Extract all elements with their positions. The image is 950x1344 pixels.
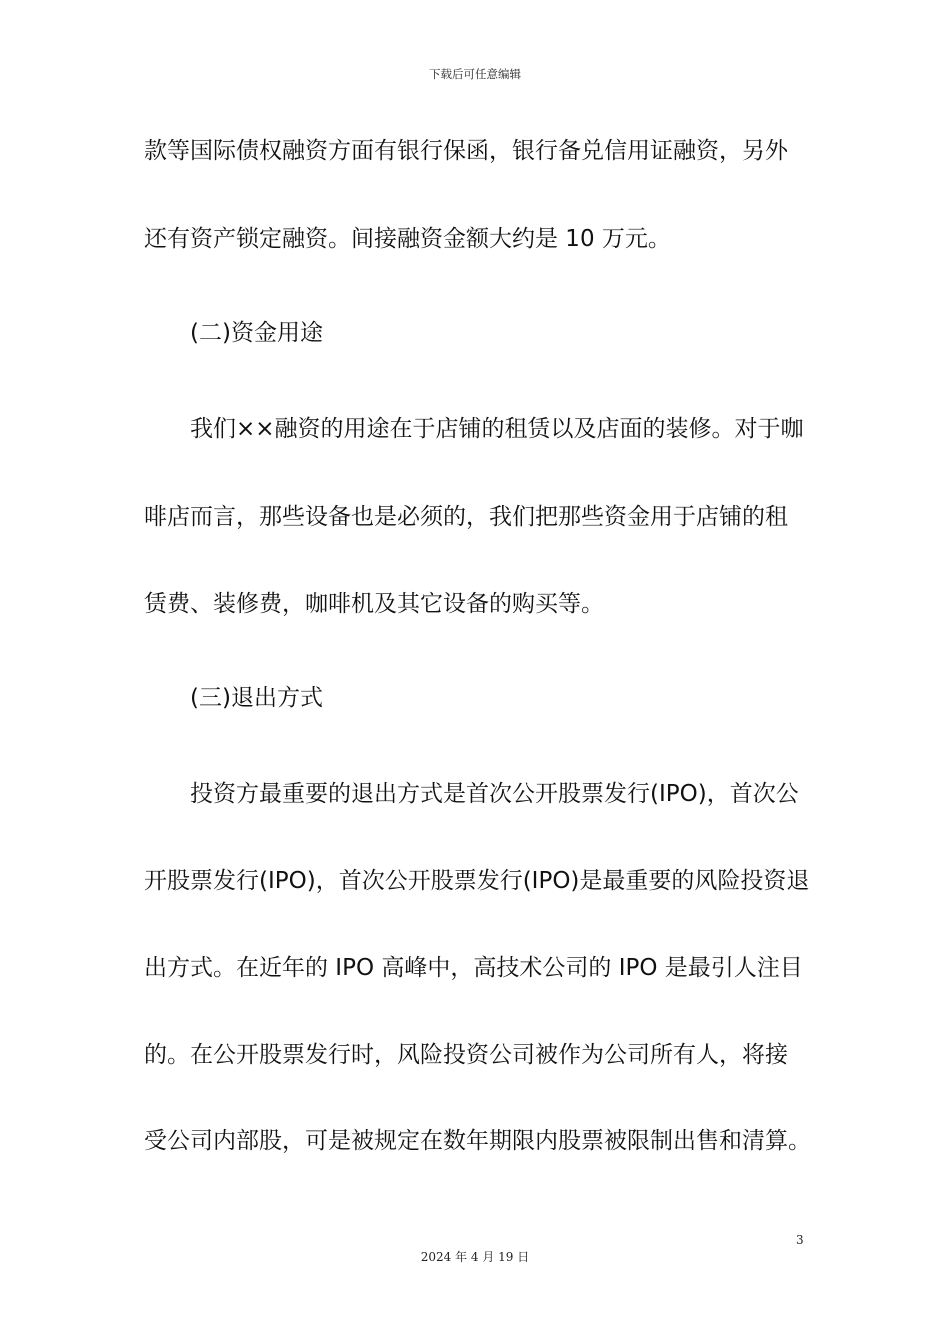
body-line: 赁费、装修费，咖啡机及其它设备的购买等。 — [144, 591, 604, 617]
body-line: 投资方最重要的退出方式是首次公开股票发行(IPO)，首次公 — [190, 781, 799, 807]
body-line: 啡店而言，那些设备也是必须的，我们把那些资金用于店铺的租 — [144, 504, 788, 530]
body-line: 出方式。在近年的 IPO 高峰中，高技术公司的 IPO 是最引人注目 — [144, 955, 803, 981]
body-line: 开股票发行(IPO)，首次公开股票发行(IPO)是最重要的风险投资退 — [144, 868, 810, 894]
page-header: 下载后可任意编辑 — [429, 67, 521, 81]
body-line: 我们××融资的用途在于店铺的租赁以及店面的装修。对于咖 — [190, 416, 804, 442]
page-footer-date: 2024 年 4 月 19 日 — [420, 1250, 530, 1264]
body-line: 款等国际债权融资方面有银行保函，银行备兑信用证融资，另外 — [144, 138, 788, 164]
page-number: 3 — [796, 1233, 804, 1247]
body-line: 受公司内部股，可是被规定在数年期限内股票被限制出售和清算。 — [144, 1128, 811, 1154]
section-heading-funds-usage: (二)资金用途 — [190, 320, 323, 346]
body-line: 还有资产锁定融资。间接融资金额大约是 10 万元。 — [144, 226, 671, 252]
section-heading-exit-method: (三)退出方式 — [190, 685, 323, 711]
body-line: 的。在公开股票发行时，风险投资公司被作为公司所有人，将接 — [144, 1042, 788, 1068]
